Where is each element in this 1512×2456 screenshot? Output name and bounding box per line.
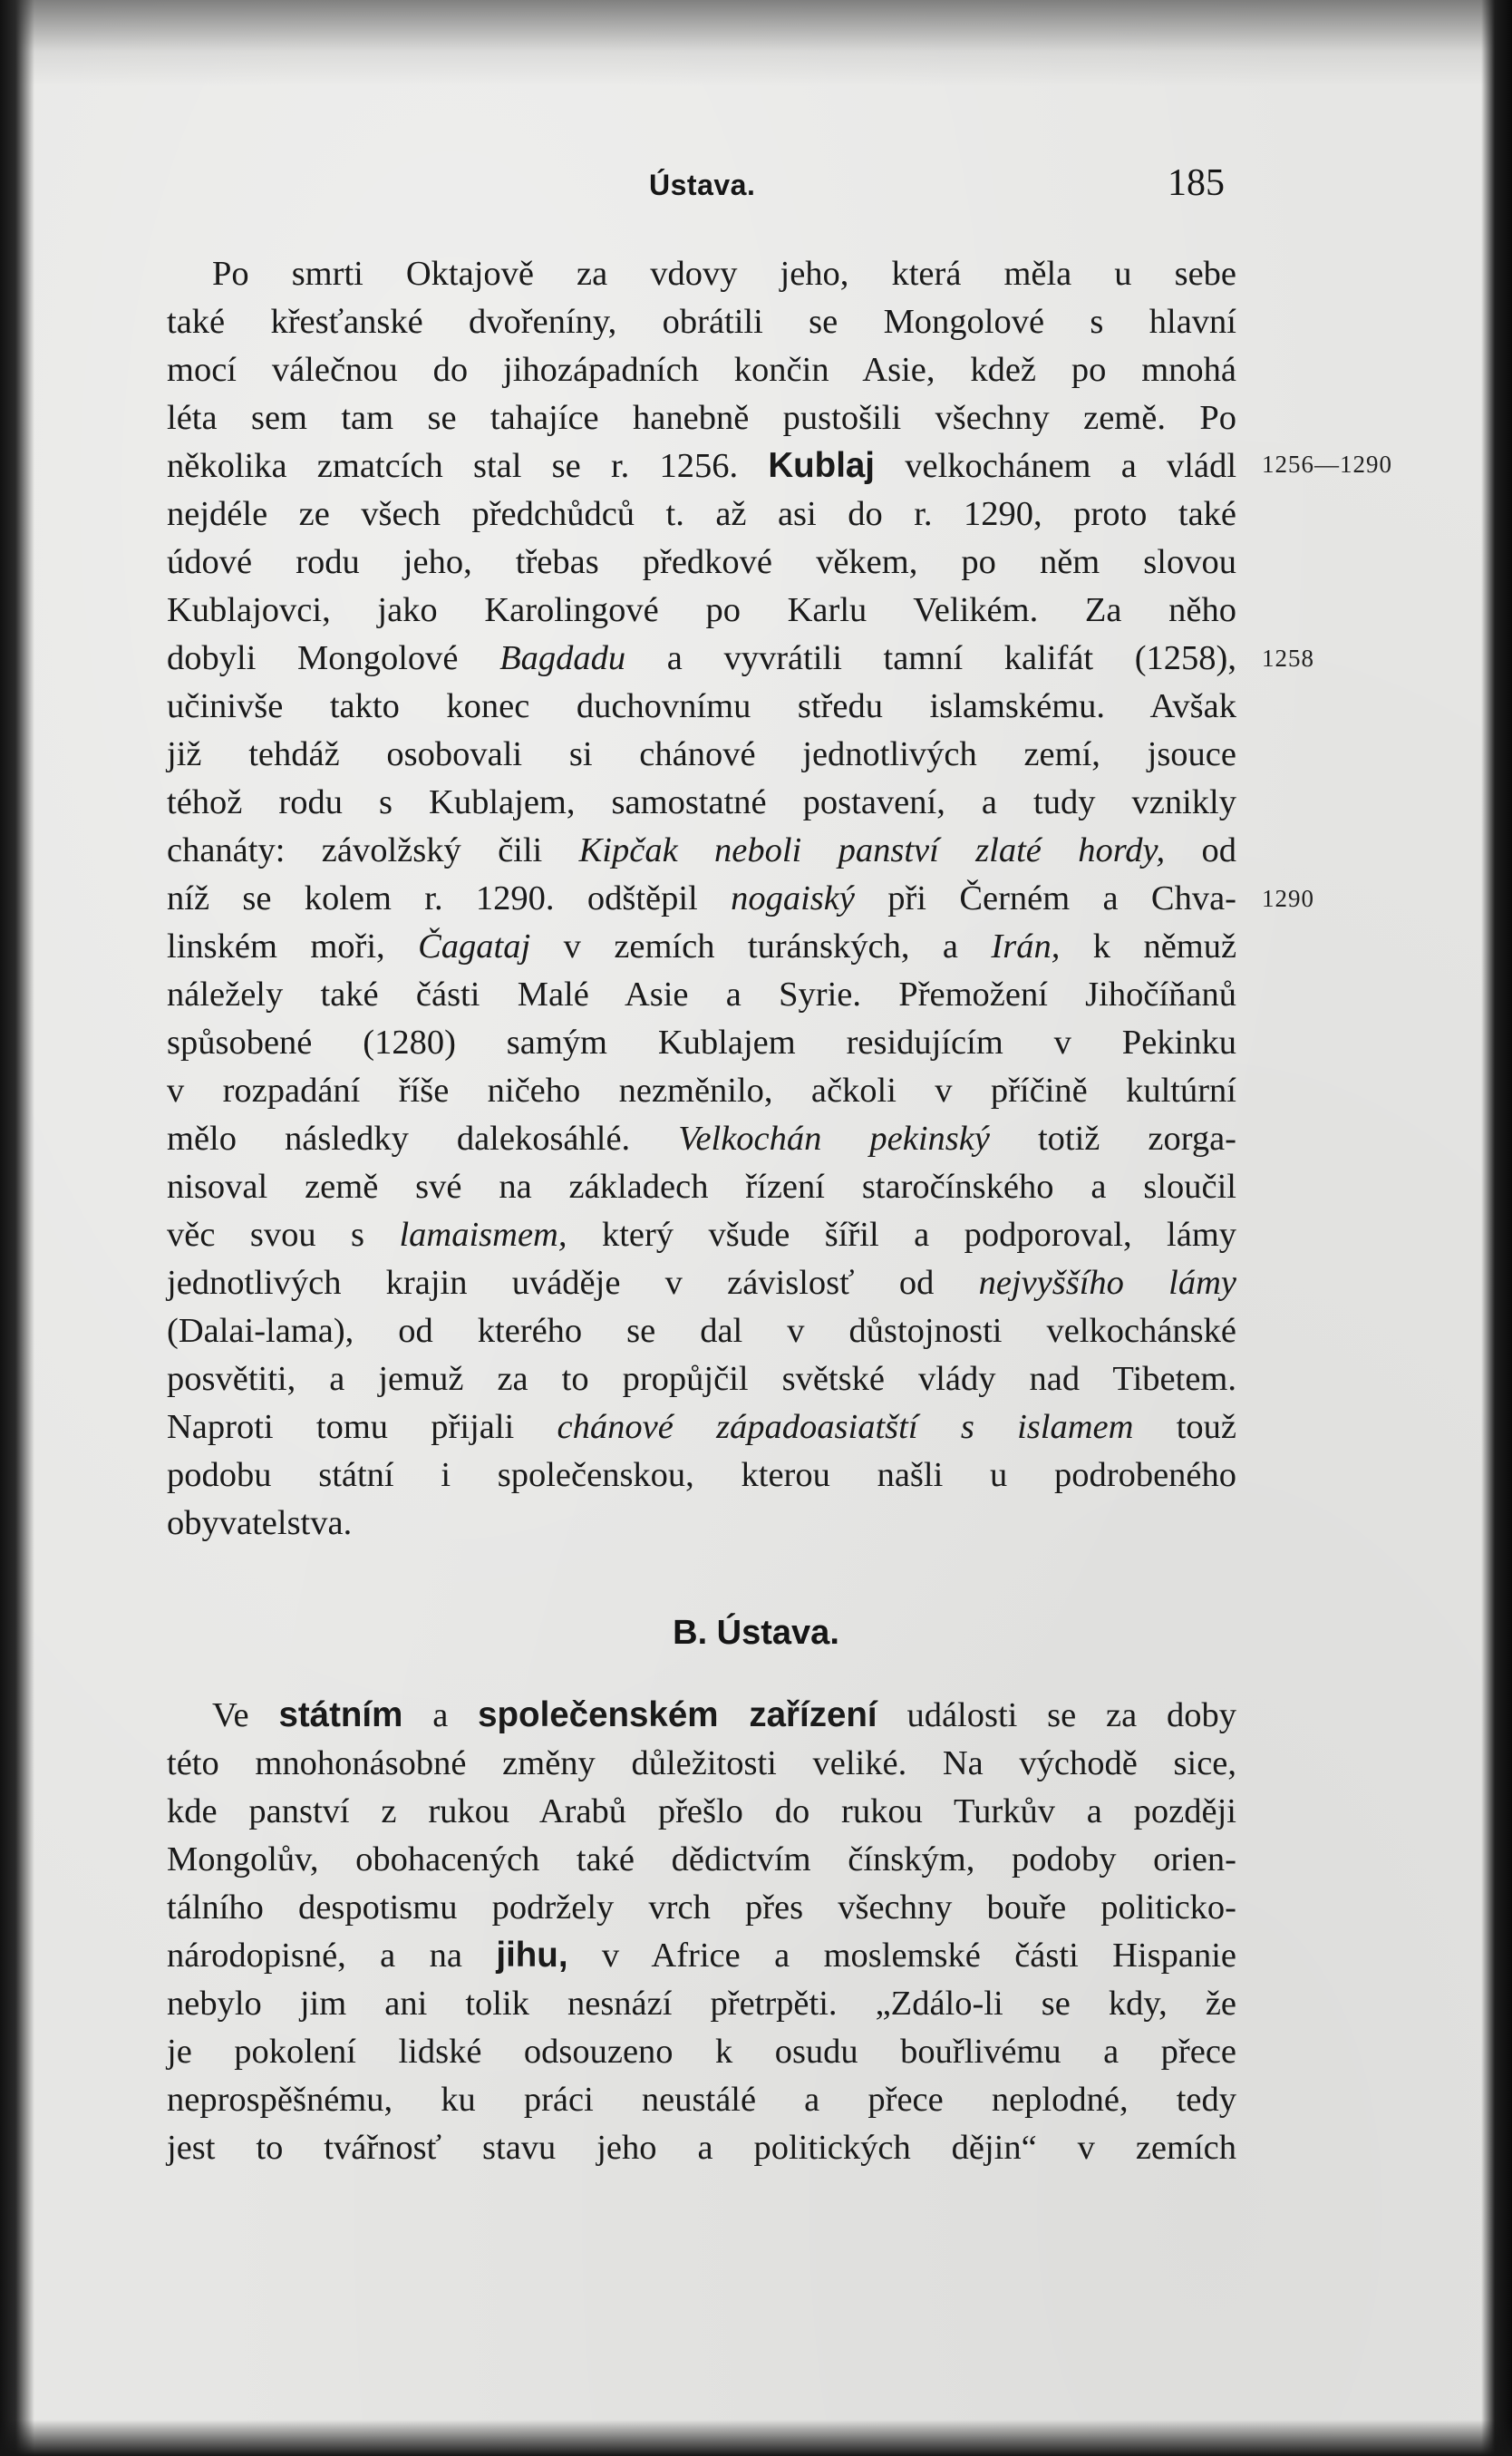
text-run: od	[1201, 831, 1237, 869]
text-line: mocí válečnou do jihozápadních končin Asie, kdež po mnohá	[167, 351, 1236, 389]
text-run: v zemích turánských, a	[563, 927, 958, 966]
text-line	[167, 1259, 1236, 1306]
text-line: neprospěšnému, ku práci neustálé a přece neplodné, tedy	[167, 2081, 1236, 2119]
text-run: události se za doby	[906, 1696, 1237, 1734]
italic-term: Bagdadu	[499, 639, 626, 677]
text-line: (Dalai-lama), od kterého se dal v důstojnosti velkochánské	[167, 1312, 1236, 1350]
text-run: k němuž	[1092, 927, 1237, 966]
italic-term: Irán,	[991, 927, 1061, 966]
text-run: níž se kolem r. 1290. odštěpil	[167, 879, 698, 917]
text-line	[167, 1403, 1236, 1451]
text-line: je pokolení lidské odsouzeno k osudu bouřlivému a přece	[167, 2033, 1236, 2071]
text-line	[167, 1211, 1236, 1258]
text-line: kde panství z rukou Arabů přešlo do rukou Turkův a později	[167, 1792, 1236, 1830]
bold-term: státním	[278, 1695, 403, 1734]
text-run: mělo následky dalekosáhlé.	[167, 1120, 631, 1158]
text-run: který všude šířil a podporoval, lámy	[601, 1216, 1237, 1254]
italic-term: nejvyššího lámy	[978, 1264, 1236, 1302]
text-run: chanáty: závolžský čili	[167, 831, 543, 869]
text-run: při Černém a Chva-	[887, 879, 1236, 917]
text-line: spůsobené (1280) samým Kublajem residujícím v Pekinku	[167, 1024, 1236, 1062]
text-run: Ve	[212, 1696, 249, 1734]
text-run: národopisné, a na	[167, 1937, 462, 1975]
italic-term: lamaismem,	[399, 1216, 567, 1254]
scan-edge-right	[1481, 0, 1512, 2456]
scan-shadow-top	[0, 0, 1512, 86]
italic-term: Velkochán pekinský	[678, 1120, 990, 1158]
text-run: a vyvrátili tamní kalifát (1258),	[666, 639, 1236, 677]
text-line: Mongolův, obohacených také dědictvím čínským, podoby orien-	[167, 1840, 1236, 1878]
scan-edge-bottom	[0, 2420, 1512, 2456]
text-run: v Africe a moslemské části Hispanie	[601, 1937, 1237, 1975]
italic-term: Kipčak neboli panství zlaté hordy,	[578, 831, 1166, 869]
text-line: nisoval země své na základech řízení staročínského a sloučil	[167, 1168, 1236, 1206]
italic-term: nogaiský	[731, 879, 855, 917]
text-line: náležely také části Malé Asie a Syrie. Přemožení Jihočíňanů	[167, 976, 1236, 1014]
text-line: také křesťanské dvořeníny, obrátili se Mongolové s hlavní	[167, 303, 1236, 341]
text-line	[167, 827, 1236, 874]
text-line	[167, 923, 1236, 970]
text-line: nebylo jim ani tolik nesnází přetrpěti. „Zdálo-li se kdy, že	[167, 1985, 1236, 2023]
italic-term: Čagataj	[418, 927, 531, 966]
name-kublaj: Kublaj	[768, 446, 876, 485]
section-heading: B. Ústava.	[673, 1614, 839, 1652]
text-line: Po smrti Oktajově za vdovy jeho, která měla u sebe	[212, 255, 1236, 293]
page-number: 185	[1168, 162, 1225, 204]
text-line	[167, 1115, 1236, 1162]
text-line: léta sem tam se tahajíce hanebně pustošili všechny země. Po	[167, 399, 1236, 437]
text-line: Kublajovci, jako Karolingové po Karlu Velikém. Za něho	[167, 591, 1236, 629]
running-head: Ústava.	[649, 169, 756, 201]
text-run: několika zmatcích stal se r. 1256.	[167, 447, 739, 485]
text-line: téhož rodu s Kublajem, samostatné postavení, a tudy vznikly	[167, 783, 1236, 821]
text-line: této mnohonásobné změny důležitosti veliké. Na východě sice,	[167, 1744, 1236, 1782]
text-line	[212, 1692, 1236, 1739]
text-line	[167, 442, 1236, 490]
bold-term: jihu,	[496, 1936, 568, 1975]
text-run: věc svou s	[167, 1216, 365, 1254]
text-run: velkochánem a vládl	[905, 447, 1237, 485]
text-line: obyvatelstva.	[167, 1504, 353, 1542]
text-run: totiž zorga-	[1037, 1120, 1236, 1158]
text-line: učinivše takto konec duchovnímu středu islamskému. Avšak	[167, 687, 1236, 725]
text-run: jednotlivých krajin uváděje v závislosť od	[167, 1264, 935, 1302]
text-line: již tehdáž osobovali si chánové jednotlivých zemí, jsouce	[167, 735, 1236, 773]
text-line: podobu státní i společenskou, kterou našli u podrobeného	[167, 1456, 1236, 1494]
margin-note: 1290	[1262, 885, 1314, 912]
text-run: a	[432, 1696, 449, 1734]
page-header	[0, 161, 1512, 216]
scan-edge-left	[0, 0, 34, 2456]
text-line: nejdéle ze všech předchůdců t. až asi do r. 1290, proto také	[167, 495, 1236, 533]
text-line: údové rodu jeho, třebas předkové věkem, po něm slovou	[167, 543, 1236, 581]
text-line: posvětiti, a jemuž za to propůjčil světské vlády nad Tibetem.	[167, 1360, 1236, 1398]
margin-note: 1258	[1262, 645, 1314, 672]
text-line: jest to tvářnosť stavu jeho a politických dějin“ v zemích	[167, 2129, 1236, 2167]
text-line	[167, 1932, 1236, 1979]
italic-term: chánové západoasiatští s islamem	[557, 1408, 1134, 1446]
text-run: Naproti tomu přijali	[167, 1408, 515, 1446]
text-run: touž	[1176, 1408, 1236, 1446]
text-line: tálního despotismu podržely vrch přes všechny bouře politicko-	[167, 1888, 1236, 1927]
text-run: linském moři,	[167, 927, 385, 966]
text-line	[167, 635, 1236, 682]
text-run: dobyli Mongolové	[167, 639, 459, 677]
text-line	[167, 875, 1236, 922]
text-line: v rozpadání říše ničeho nezměnilo, ačkoli v příčině kultúrní	[167, 1072, 1236, 1110]
margin-note: 1256—1290	[1262, 451, 1392, 478]
bold-term: společenském zařízení	[478, 1695, 877, 1734]
